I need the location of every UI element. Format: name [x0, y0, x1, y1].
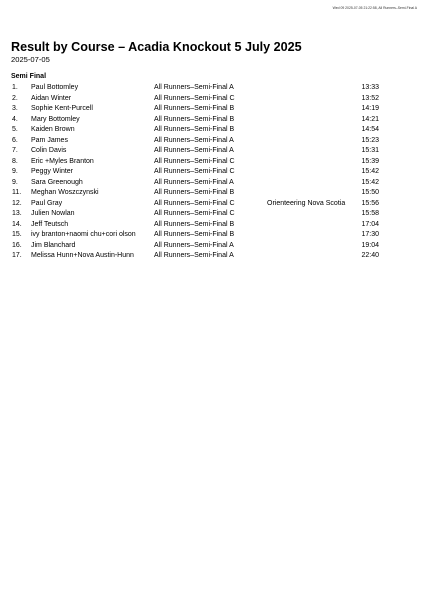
result-time: 17:30 [361, 231, 379, 238]
result-name: Jeff Teutsch [31, 220, 69, 228]
result-class: All Runners–Semi-Final B [154, 220, 235, 228]
result-place: 14. [12, 220, 22, 228]
result-time: 13:33 [361, 84, 379, 91]
result-class: All Runners–Semi-Final C [154, 168, 235, 175]
result-place: 15. [12, 231, 22, 238]
result-class: All Runners–Semi-Final B [154, 105, 235, 112]
result-row [11, 115, 413, 126]
result-row [11, 83, 413, 94]
result-class: All Runners–Semi-Final A [154, 178, 234, 186]
result-name: Pam James [31, 136, 68, 144]
result-row [11, 209, 413, 220]
result-class: All Runners–Semi-Final B [154, 231, 235, 238]
result-class: All Runners–Semi-Final C [154, 210, 235, 217]
result-row [11, 220, 413, 231]
result-time: 15:31 [361, 147, 379, 154]
result-name: Melissa Hunn+Nova Austin-Hunn [31, 252, 134, 259]
result-time: 22:40 [361, 252, 379, 259]
result-row [11, 251, 413, 262]
result-name: Meghan Woszczynski [31, 189, 99, 196]
result-class: All Runners–Semi-Final B [154, 189, 235, 196]
result-place: 11. [12, 189, 22, 196]
results-list [11, 83, 413, 262]
result-class: All Runners–Semi-Final C [154, 157, 235, 165]
result-row [11, 167, 413, 178]
result-name: Aidan Winter [31, 94, 72, 102]
result-row [11, 178, 413, 189]
result-row [11, 104, 413, 115]
result-class: All Runners–Semi-Final A [154, 136, 234, 144]
result-row [11, 241, 413, 252]
result-row [11, 230, 413, 241]
section-heading: Semi Final [11, 73, 47, 80]
result-row [11, 199, 413, 210]
event-date: 2025-07-05 [11, 55, 50, 64]
result-place: 2. [12, 94, 18, 102]
result-place: 9. [12, 178, 18, 186]
result-time: 15:23 [361, 136, 379, 144]
result-class: All Runners–Semi-Final B [154, 126, 235, 133]
result-place: 9. [12, 168, 18, 175]
result-name: Eric +Myles Branton [31, 157, 94, 165]
result-place: 3. [12, 105, 18, 112]
result-time: 13:52 [361, 94, 379, 102]
result-time: 15:58 [361, 210, 379, 217]
result-time: 19:04 [361, 241, 379, 249]
result-name: Colin Davis [31, 147, 67, 154]
result-class: All Runners–Semi-Final A [154, 241, 234, 249]
result-time: 15:56 [361, 199, 379, 207]
result-name: ivy branton+naomi chu+cori olson [31, 231, 136, 238]
result-row [11, 157, 413, 168]
result-class: All Runners–Semi-Final C [154, 94, 235, 102]
result-place: 16. [12, 241, 22, 249]
result-place: 6. [12, 136, 18, 144]
result-name: Paul Bottomley [31, 84, 79, 91]
result-club: Orienteering Nova Scotia [267, 199, 346, 207]
result-name: Sara Greenough [31, 178, 83, 186]
result-row [11, 146, 413, 157]
result-name: Paul Gray [31, 199, 63, 207]
result-class: All Runners–Semi-Final A [154, 84, 234, 91]
page-title: Result by Course – Acadia Knockout 5 July 2025 [11, 40, 302, 54]
result-class: All Runners–Semi-Final C [154, 199, 235, 207]
result-place: 4. [12, 115, 18, 123]
result-place: 12. [12, 199, 22, 207]
result-time: 14:21 [361, 115, 379, 123]
result-place: 17. [12, 252, 22, 259]
result-class: All Runners–Semi-Final A [154, 252, 234, 259]
result-name: Jim Blanchard [31, 241, 76, 249]
result-time: 15:50 [361, 189, 379, 196]
result-row [11, 125, 413, 136]
result-time: 15:42 [361, 178, 379, 186]
result-time: 15:42 [361, 168, 379, 175]
result-place: 7. [12, 147, 18, 154]
result-place: 5. [12, 126, 18, 133]
result-class: All Runners–Semi-Final A [154, 147, 234, 154]
result-time: 15:39 [361, 157, 379, 165]
page-stamp: Wed 09 2025-07-05 21:22:58, All Runners–Semi-Final A [332, 6, 417, 10]
result-place: 8. [12, 157, 18, 165]
result-row [11, 136, 413, 147]
result-name: Julien Nowlan [31, 210, 75, 217]
result-row [11, 188, 413, 199]
result-place: 1. [12, 84, 18, 91]
result-name: Peggy Winter [31, 168, 74, 175]
result-place: 13. [12, 210, 22, 217]
result-name: Mary Bottomley [31, 115, 80, 123]
result-name: Sophie Kent-Purcell [31, 105, 93, 112]
result-time: 17:04 [361, 220, 379, 228]
result-time: 14:54 [361, 126, 379, 133]
result-row [11, 94, 413, 105]
result-name: Kaiden Brown [31, 126, 75, 133]
result-time: 14:19 [361, 105, 379, 112]
result-class: All Runners–Semi-Final B [154, 115, 235, 123]
